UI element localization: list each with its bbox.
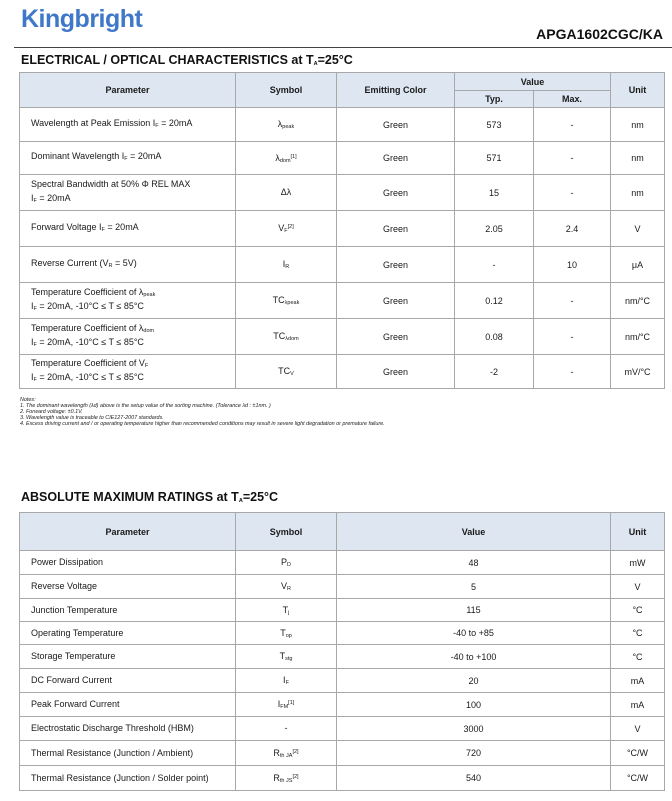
unit-cell: nm <box>611 108 665 142</box>
symbol-sub: λdom <box>285 336 299 342</box>
param-text: Temperature Coefficient of V <box>31 357 145 368</box>
max-cell: - <box>534 319 611 355</box>
param-text: I <box>31 192 34 203</box>
symbol-text: - <box>284 723 288 733</box>
unit-cell: °C <box>611 645 665 669</box>
symbol-text: Δλ <box>280 187 292 197</box>
max-cell: 2.4 <box>534 211 611 247</box>
section-title-suffix: =25°C <box>242 490 279 504</box>
symbol-sub: λpeak <box>284 300 300 306</box>
symbol-cell <box>236 622 337 645</box>
param-sub: dom <box>143 327 155 334</box>
symbol-cell <box>236 319 337 355</box>
section-title-suffix: =25°C <box>317 53 353 67</box>
param-cell <box>20 247 236 283</box>
section-title-sub: A <box>313 61 318 67</box>
value-cell: 5 <box>337 575 611 599</box>
unit-cell: °C/W <box>611 766 665 791</box>
notes <box>20 397 385 427</box>
symbol-text: T <box>280 627 286 638</box>
brand-logo: Kingbright <box>21 5 143 33</box>
symbol-cell <box>236 766 337 791</box>
param-cell: Electrostatic Discharge Threshold (HBM) <box>20 717 236 741</box>
absolute-max-ratings-table <box>19 512 665 791</box>
param-cell: Storage Temperature <box>20 645 236 669</box>
symbol-cell <box>236 108 337 142</box>
header-symbol: Symbol <box>236 513 337 551</box>
unit-cell: mV/°C <box>611 355 665 389</box>
unit-cell: mA <box>611 669 665 693</box>
table-row <box>20 717 665 741</box>
param-text: I <box>31 336 34 347</box>
symbol-cell <box>236 693 337 717</box>
header-max: Max. <box>534 91 611 108</box>
table-row <box>20 283 665 319</box>
symbol-text: λ <box>277 119 283 129</box>
color-cell: Green <box>337 355 455 389</box>
table-row <box>20 142 665 175</box>
symbol-cell <box>236 355 337 389</box>
param-text: Temperature Coefficient of λ <box>31 322 144 333</box>
symbol-cell <box>236 175 337 211</box>
table-row <box>20 319 665 355</box>
symbol-cell <box>236 645 337 669</box>
symbol-sub: th JA <box>279 752 293 759</box>
typ-cell: 2.05 <box>455 211 534 247</box>
table-row <box>20 693 665 717</box>
symbol-cell <box>236 599 337 622</box>
section-title-absolute-max <box>21 490 278 504</box>
color-cell: Green <box>337 108 455 142</box>
header-unit: Unit <box>611 73 665 108</box>
color-cell: Green <box>337 247 455 283</box>
unit-cell: mA <box>611 693 665 717</box>
symbol-sub: op <box>285 632 292 639</box>
table-row <box>20 645 665 669</box>
header-value: Value <box>455 73 611 91</box>
param-sub: F <box>144 362 149 369</box>
value-cell: 540 <box>337 766 611 791</box>
table-row <box>20 622 665 645</box>
color-cell: Green <box>337 142 455 175</box>
typ-cell: 573 <box>455 108 534 142</box>
table-row <box>20 175 665 211</box>
note-line: Notes: <box>20 397 36 403</box>
symbol-sup: [2] <box>287 224 294 230</box>
param-cell: Operating Temperature <box>20 622 236 645</box>
header-divider <box>14 47 672 48</box>
param-text: = 20mA <box>36 192 71 203</box>
param-cell <box>20 283 236 319</box>
value-cell: 20 <box>337 669 611 693</box>
value-cell: 720 <box>337 741 611 766</box>
table-row <box>20 599 665 622</box>
symbol-sup: [2] <box>292 773 299 780</box>
param-text: = 20mA, -10°C ≤ T ≤ 85°C <box>36 336 144 347</box>
symbol-text: R <box>273 772 280 783</box>
symbol-cell <box>236 211 337 247</box>
unit-cell: nm/°C <box>611 319 665 355</box>
param-text: = 5V) <box>112 257 137 268</box>
table-row <box>20 355 665 389</box>
header-value: Value <box>337 513 611 551</box>
param-cell <box>20 211 236 247</box>
param-text: I <box>31 300 34 311</box>
max-cell: - <box>534 355 611 389</box>
param-text: Forward Voltage I <box>31 221 102 232</box>
note-line: 4. Excess driving current and / or operating temperature higher than recommended conditions may result in severe light degradation or premature failure. <box>20 421 385 427</box>
symbol-text: V <box>281 581 288 591</box>
symbol-text: TC <box>273 331 286 341</box>
color-cell: Green <box>337 319 455 355</box>
symbol-text: TC <box>272 295 285 305</box>
param-sub: F <box>124 156 128 162</box>
typ-cell: -2 <box>455 355 534 389</box>
param-text: = 20mA <box>104 221 139 232</box>
param-cell <box>20 355 236 389</box>
symbol-sub: FM <box>280 704 289 710</box>
value-cell: -40 to +85 <box>337 622 611 645</box>
symbol-sub: R <box>287 586 291 592</box>
param-cell: DC Forward Current <box>20 669 236 693</box>
symbol-text: I <box>277 699 281 709</box>
symbol-sub: F <box>285 680 289 686</box>
param-text: Dominant Wavelength I <box>31 151 125 161</box>
note-line: 2. Forward voltage: ±0.1V. <box>20 409 83 415</box>
param-text: Temperature Coefficient of λ <box>31 286 144 297</box>
note-line: 3. Wavelength value is traceable to CIE127-2007 standards. <box>20 415 164 421</box>
param-text: = 20mA <box>127 151 162 161</box>
param-sub: F <box>33 376 37 383</box>
table-row <box>20 766 665 791</box>
section-title-electrical <box>21 53 353 67</box>
table-row <box>20 669 665 693</box>
typ-cell: 0.08 <box>455 319 534 355</box>
symbol-sub: peak <box>282 124 295 130</box>
unit-cell: °C <box>611 599 665 622</box>
typ-cell: 15 <box>455 175 534 211</box>
unit-cell: nm <box>611 175 665 211</box>
param-text: = 20mA, -10°C ≤ T ≤ 85°C <box>36 300 144 311</box>
param-sub: F <box>33 305 37 312</box>
table-row <box>20 108 665 142</box>
param-text: I <box>31 371 34 382</box>
param-text: = 20mA <box>158 117 193 128</box>
param-sub: F <box>33 197 37 204</box>
symbol-sub: D <box>287 562 291 568</box>
symbol-sup: [2] <box>292 748 299 755</box>
param-sub: R <box>108 262 113 269</box>
symbol-sub: dom <box>279 157 291 164</box>
header-emitting-color: Emitting Color <box>337 73 455 108</box>
header-typ: Typ. <box>455 91 534 108</box>
table-row <box>20 551 665 575</box>
param-text: = 20mA, -10°C ≤ T ≤ 85°C <box>36 371 144 382</box>
param-text: Wavelength at Peak Emission I <box>31 117 156 128</box>
header-parameter: Parameter <box>20 513 236 551</box>
max-cell: - <box>534 108 611 142</box>
section-title-text: ABSOLUTE MAXIMUM RATINGS at T <box>21 490 239 504</box>
unit-cell: mW <box>611 551 665 575</box>
symbol-cell <box>236 669 337 693</box>
table-row <box>20 575 665 599</box>
symbol-text: T <box>282 604 289 615</box>
table-row <box>20 211 665 247</box>
param-text: Spectral Bandwidth at 50% Φ REL MAX <box>31 178 191 189</box>
param-cell <box>20 142 236 175</box>
symbol-text: I <box>282 259 286 269</box>
header-parameter: Parameter <box>20 73 236 108</box>
symbol-sup: [1] <box>288 700 295 706</box>
param-sub: peak <box>143 291 156 298</box>
param-sub: F <box>101 226 105 233</box>
table-row <box>20 741 665 766</box>
symbol-cell <box>236 741 337 766</box>
param-cell: Reverse Voltage <box>20 575 236 599</box>
symbol-cell <box>236 142 337 175</box>
symbol-sub: R <box>285 264 290 270</box>
symbol-sub: j <box>288 609 290 616</box>
color-cell: Green <box>337 283 455 319</box>
symbol-sub: th JS <box>279 777 293 784</box>
max-cell: 10 <box>534 247 611 283</box>
symbol-text: TC <box>278 366 291 376</box>
unit-cell: nm/°C <box>611 283 665 319</box>
symbol-sub: stg <box>285 656 293 662</box>
symbol-text: I <box>283 675 286 685</box>
section-title-sub: A <box>238 498 243 504</box>
param-cell: Peak Forward Current <box>20 693 236 717</box>
param-cell: Power Dissipation <box>20 551 236 575</box>
note-line: 1. The dominant wavelength (λd) above is the setup value of the sorting machine. (Tolerance λd : ±1nm. ) <box>20 403 271 409</box>
symbol-sup: [1] <box>290 153 297 160</box>
symbol-text: V <box>278 223 285 233</box>
unit-cell: nm <box>611 142 665 175</box>
color-cell: Green <box>337 211 455 247</box>
unit-cell: V <box>611 575 665 599</box>
symbol-text: T <box>279 651 286 661</box>
param-cell <box>20 108 236 142</box>
max-cell: - <box>534 142 611 175</box>
value-cell: -40 to +100 <box>337 645 611 669</box>
header-unit: Unit <box>611 513 665 551</box>
electrical-characteristics-table <box>19 72 665 389</box>
max-cell: - <box>534 175 611 211</box>
param-text: Reverse Current (V <box>31 257 109 268</box>
value-cell: 100 <box>337 693 611 717</box>
unit-cell: V <box>611 211 665 247</box>
typ-cell: 0.12 <box>455 283 534 319</box>
symbol-text: R <box>273 747 280 758</box>
param-cell <box>20 175 236 211</box>
symbol-text: λ <box>275 152 280 163</box>
table-row <box>20 247 665 283</box>
typ-cell: - <box>455 247 534 283</box>
unit-cell: V <box>611 717 665 741</box>
unit-cell: °C <box>611 622 665 645</box>
param-cell: Thermal Resistance (Junction / Solder point) <box>20 766 236 791</box>
symbol-cell <box>236 247 337 283</box>
param-sub: F <box>155 122 159 129</box>
symbol-sub: V <box>290 371 294 377</box>
symbol-cell <box>236 717 337 741</box>
header-symbol: Symbol <box>236 73 337 108</box>
param-cell: Junction Temperature <box>20 599 236 622</box>
color-cell: Green <box>337 175 455 211</box>
max-cell: - <box>534 283 611 319</box>
param-cell <box>20 319 236 355</box>
value-cell: 3000 <box>337 717 611 741</box>
value-cell: 48 <box>337 551 611 575</box>
section-title-text: ELECTRICAL / OPTICAL CHARACTERISTICS at T <box>21 53 314 67</box>
value-cell: 115 <box>337 599 611 622</box>
typ-cell: 571 <box>455 142 534 175</box>
symbol-cell <box>236 551 337 575</box>
part-number: APGA1602CGC/KA <box>536 26 663 42</box>
param-cell: Thermal Resistance (Junction / Ambient) <box>20 741 236 766</box>
symbol-cell <box>236 575 337 599</box>
symbol-cell <box>236 283 337 319</box>
symbol-text: P <box>281 557 288 567</box>
symbol-sub: F <box>284 228 288 234</box>
param-sub: F <box>33 341 37 348</box>
unit-cell: °C/W <box>611 741 665 766</box>
unit-cell: μA <box>611 247 665 283</box>
